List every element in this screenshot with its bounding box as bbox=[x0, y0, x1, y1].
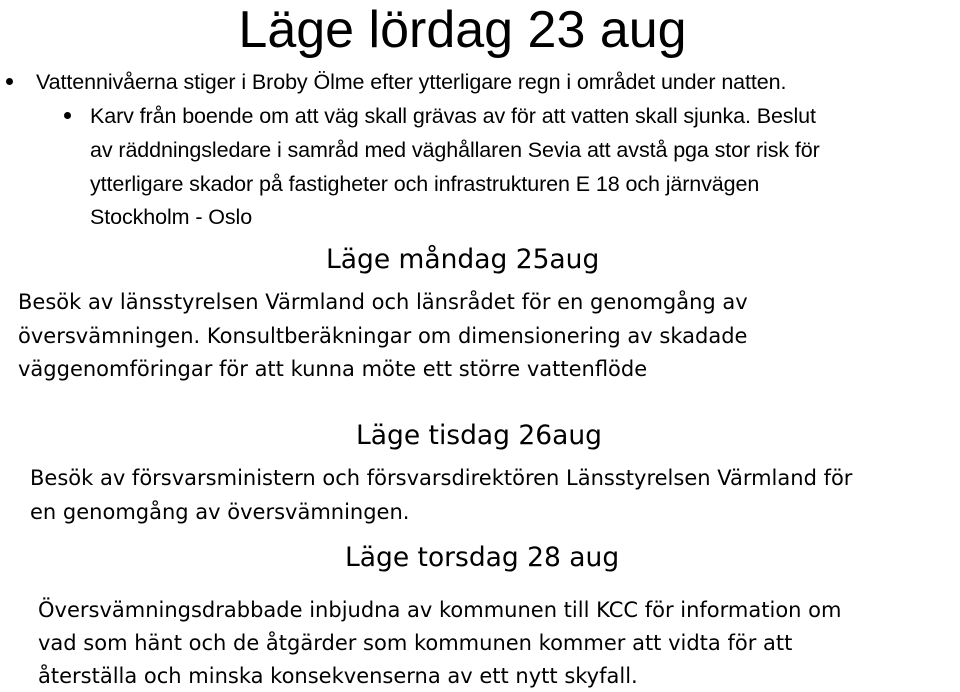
section-text-line: Besök av försvarsministern och försvarsdirektören Länsstyrelsen Värmland för bbox=[30, 466, 853, 490]
section-text-line: en genomgång av översvämningen. bbox=[30, 500, 410, 524]
page-title: Läge lördag 23 aug bbox=[238, 1, 687, 59]
bullet-text-line: Karv från boende om att väg skall grävas av för att vatten skall sjunka. Beslut bbox=[90, 104, 816, 128]
bullet-text: Vattennivåerna stiger i Broby Ölme efter ytterligare regn i området under natten. bbox=[36, 70, 787, 94]
bullet-text-line: ytterligare skador på fastigheter och infrastrukturen E 18 och järnvägen bbox=[90, 172, 760, 196]
section-text-line: vad som hänt och de åtgärder som kommunen kommer att vidta för att bbox=[38, 631, 793, 655]
bullet-text-line: av räddningsledare i samråd med väghållaren Sevia att avstå pga stor risk för bbox=[90, 138, 820, 162]
section-text-line: återställa och minska konsekvenserna av ett nytt skyfall. bbox=[38, 664, 638, 688]
bullet-marker bbox=[6, 78, 13, 85]
section-heading: Läge måndag 25aug bbox=[326, 244, 600, 275]
section-text-line: översvämningen. Konsultberäkningar om dimensionering av skadade bbox=[18, 324, 748, 348]
section-text-line: Översvämningsdrabbade inbjudna av kommunen till KCC för information om bbox=[38, 598, 842, 622]
bullet-text-line: Stockholm - Oslo bbox=[90, 205, 253, 229]
section-text-line: Besök av länsstyrelsen Värmland och länsrådet för en genomgång av bbox=[18, 290, 748, 314]
bullet-marker bbox=[64, 112, 71, 119]
section-text-line: väggenomföringar för att kunna möte ett större vattenflöde bbox=[18, 357, 648, 381]
section-heading: Läge tisdag 26aug bbox=[356, 420, 602, 451]
section-heading: Läge torsdag 28 aug bbox=[345, 542, 620, 573]
